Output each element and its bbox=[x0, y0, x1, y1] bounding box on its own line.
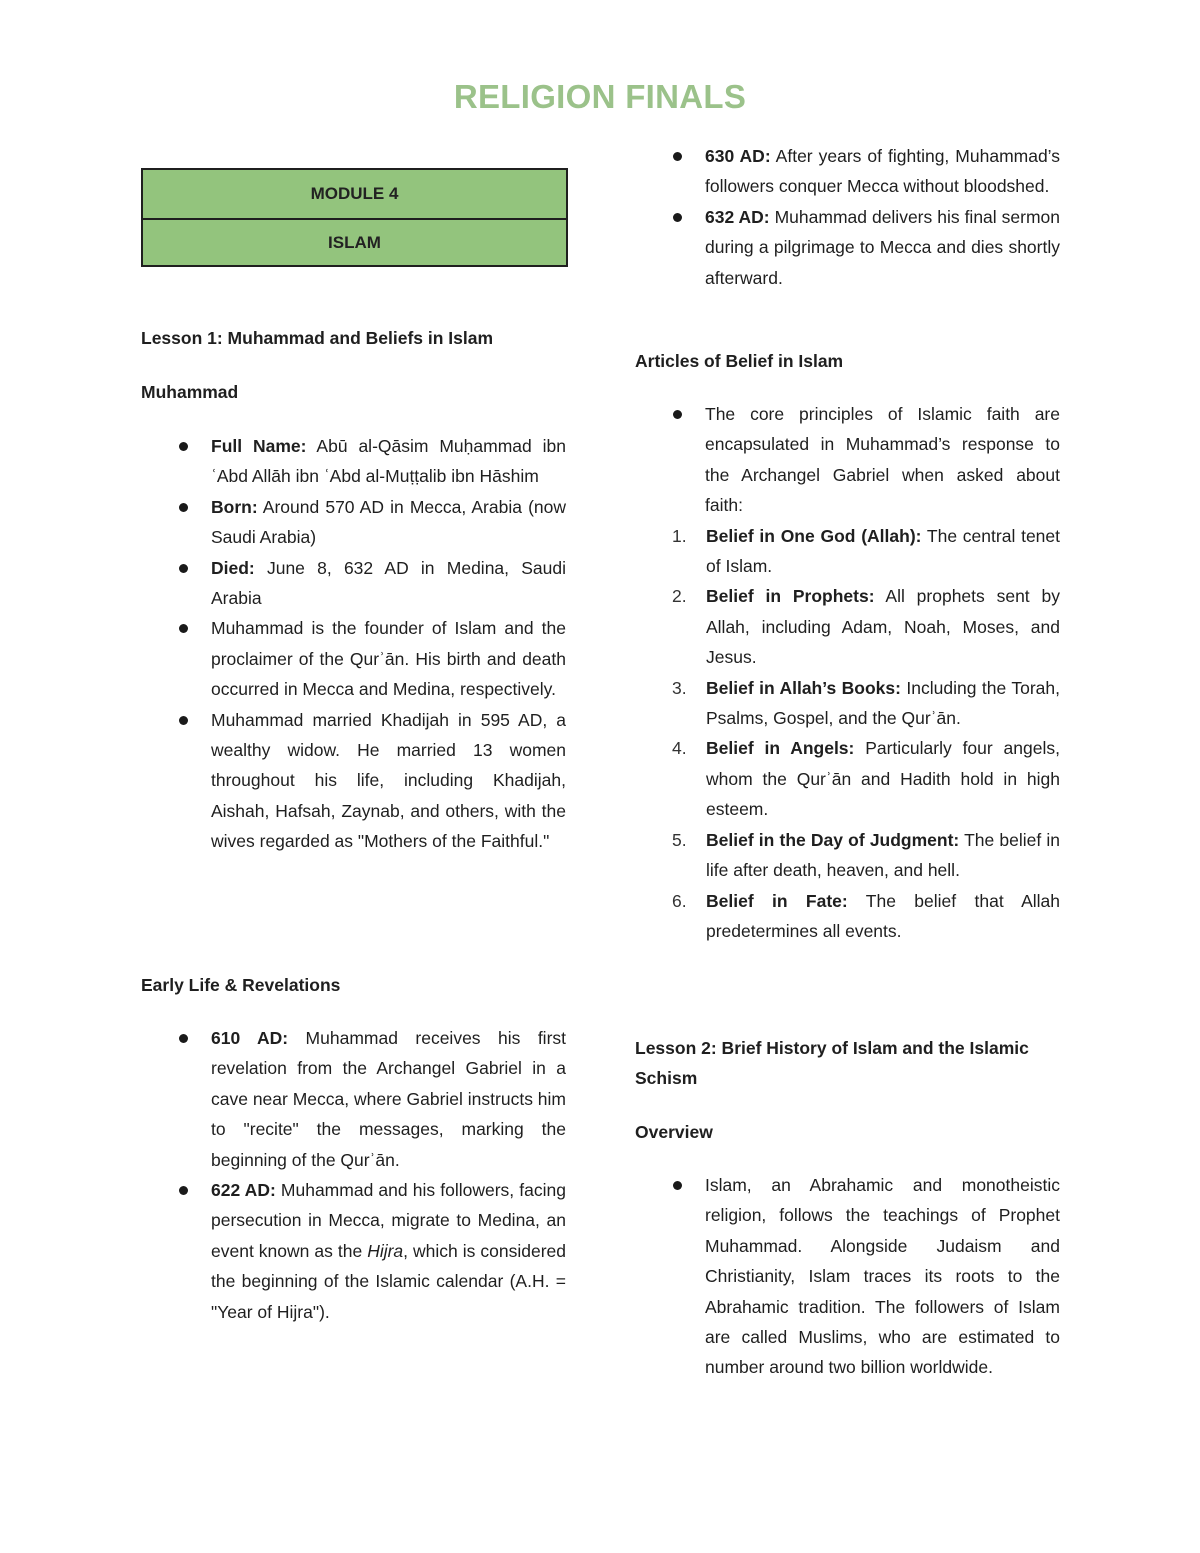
item-label: Belief in Allah’s Books: bbox=[706, 677, 901, 698]
item-text: The belief in life after death, heaven, and hell. bbox=[706, 829, 1061, 881]
early-life-list bbox=[141, 1023, 566, 1327]
item-text: Muhammad delivers his final sermon during a pilgrimage to Mecca and dies shortly afterward. bbox=[705, 206, 1060, 288]
item-text: Abū al-Qāsim Muḥammad ibn ʿAbd Allāh ibn ʿAbd al-Muṭṭalib ibn Hāshim bbox=[211, 436, 566, 487]
item-text: Muhammad married Khadijah in 595 AD, a wealthy widow. He married 13 women throughout his life, including Khadijah, Aishah, Hafsah, Zaynab, and others, with the wives regarded as "Mothers of the Faithful." bbox=[211, 709, 566, 852]
lesson2-heading: Lesson 2: Brief History of Islam and the Islamic Schism bbox=[635, 1038, 1029, 1088]
item-text: All prophets sent by Allah, including Adam, Noah, Moses, and Jesus. bbox=[706, 586, 1060, 668]
item-text: The central tenet of Islam. bbox=[706, 525, 1061, 577]
item-number: 1. bbox=[672, 525, 687, 546]
muhammad-heading: Muhammad bbox=[141, 382, 239, 402]
list-item bbox=[141, 1175, 566, 1327]
module-table bbox=[141, 168, 568, 267]
item-label: Full Name: bbox=[211, 436, 307, 456]
item-label: 610 AD: bbox=[211, 1028, 289, 1048]
articles-list bbox=[635, 399, 1060, 946]
bullet-icon bbox=[673, 410, 682, 419]
bullet-icon bbox=[179, 624, 188, 633]
list-item bbox=[141, 1023, 566, 1175]
bullet-icon bbox=[179, 564, 188, 573]
item-text: June 8, 632 AD in Medina, Saudi Arabia bbox=[211, 557, 566, 609]
bullet-icon bbox=[179, 1186, 188, 1195]
item-text: Particularly four angels, whom the Qurʾān and Hadith hold in high esteem. bbox=[706, 738, 1060, 820]
bullet-icon bbox=[673, 152, 682, 161]
overview-heading: Overview bbox=[635, 1122, 713, 1142]
bullet-icon bbox=[673, 1181, 682, 1190]
item-number: 3. bbox=[672, 677, 687, 698]
later-events-list bbox=[635, 141, 1060, 293]
list-item bbox=[635, 1170, 1060, 1383]
list-item bbox=[141, 553, 566, 614]
item-label: Born: bbox=[211, 496, 258, 517]
list-item bbox=[635, 673, 1060, 734]
list-item bbox=[635, 521, 1060, 582]
item-label: Belief in Fate: bbox=[706, 890, 848, 911]
module-number: MODULE 4 bbox=[310, 184, 399, 203]
item-text: Including the Torah, Psalms, Gospel, and the Qurʾān. bbox=[706, 677, 1060, 729]
item-label: Belief in One God (Allah): bbox=[706, 525, 922, 546]
list-item bbox=[635, 202, 1060, 293]
list-item bbox=[635, 733, 1060, 824]
item-text: Muhammad is the founder of Islam and the proclaimer of the Qurʾān. His birth and death occurred in Mecca and Medina, respectively. bbox=[211, 618, 566, 700]
item-text: The core principles of Islamic faith are encapsulated in Muhammad’s response to the Archangel Gabriel when asked about faith: bbox=[705, 404, 1060, 516]
bullet-icon bbox=[179, 503, 188, 512]
item-text: Muhammad and his followers, facing persecution in Mecca, migrate to Medina, an event known as the bbox=[211, 1180, 566, 1261]
module-topic: ISLAM bbox=[143, 218, 566, 266]
list-item bbox=[635, 141, 1060, 202]
list-item bbox=[141, 613, 566, 704]
item-text: After years of fighting, Muhammad’s followers conquer Mecca without bloodshed. bbox=[705, 146, 1061, 197]
item-label: Died: bbox=[211, 557, 255, 578]
item-text: Muhammad receives his first revelation from the Archangel Gabriel in a cave near Mecca, where Gabriel instructs him to "recite" the messages, marking the beginning of the Qurʾān. bbox=[211, 1028, 567, 1170]
list-item bbox=[141, 492, 566, 553]
item-text: Around 570 AD in Mecca, Arabia (now Saudi Arabia) bbox=[211, 496, 566, 548]
item-label: Belief in Angels: bbox=[706, 738, 855, 759]
list-item bbox=[141, 431, 566, 492]
list-item bbox=[141, 705, 566, 857]
item-text: The belief that Allah predetermines all events. bbox=[706, 890, 1061, 941]
item-label: 630 AD: bbox=[705, 146, 771, 166]
item-number: 6. bbox=[672, 890, 687, 911]
bullet-icon bbox=[179, 716, 188, 725]
item-number: 4. bbox=[672, 738, 687, 759]
muhammad-facts-list bbox=[141, 431, 566, 857]
articles-heading: Articles of Belief in Islam bbox=[635, 351, 844, 371]
list-item bbox=[635, 399, 1060, 946]
item-emphasis: Hijra bbox=[367, 1240, 404, 1261]
bullet-icon bbox=[179, 1034, 188, 1043]
item-label: Belief in the Day of Judgment: bbox=[706, 829, 960, 850]
overview-list bbox=[635, 1170, 1060, 1383]
list-item bbox=[635, 886, 1060, 947]
early-life-heading: Early Life & Revelations bbox=[141, 975, 341, 995]
item-label: 622 AD: bbox=[211, 1180, 276, 1201]
lesson1-heading: Lesson 1: Muhammad and Beliefs in Islam bbox=[141, 328, 494, 348]
item-number: 2. bbox=[672, 586, 687, 607]
bullet-icon bbox=[179, 442, 188, 451]
articles-numbered-list bbox=[635, 521, 1060, 947]
item-label: 632 AD: bbox=[705, 206, 770, 227]
item-text: Islam, an Abrahamic and monotheistic religion, follows the teachings of Prophet Muhammad. Alongside Judaism and Christianity, Islam traces its roots to the Abrahamic tradition. The followers of Islam are called Muslims, who are estimated to number around two billion worldwide. bbox=[705, 1175, 1060, 1378]
item-number: 5. bbox=[672, 829, 687, 850]
list-item bbox=[635, 825, 1060, 886]
item-text: , which is considered the beginning of the Islamic calendar (A.H. = "Year of Hijra"). bbox=[211, 1240, 566, 1322]
list-item bbox=[635, 581, 1060, 672]
bullet-icon bbox=[673, 213, 682, 222]
item-label: Belief in Prophets: bbox=[706, 586, 875, 607]
document-title: RELIGION FINALS bbox=[453, 78, 747, 115]
